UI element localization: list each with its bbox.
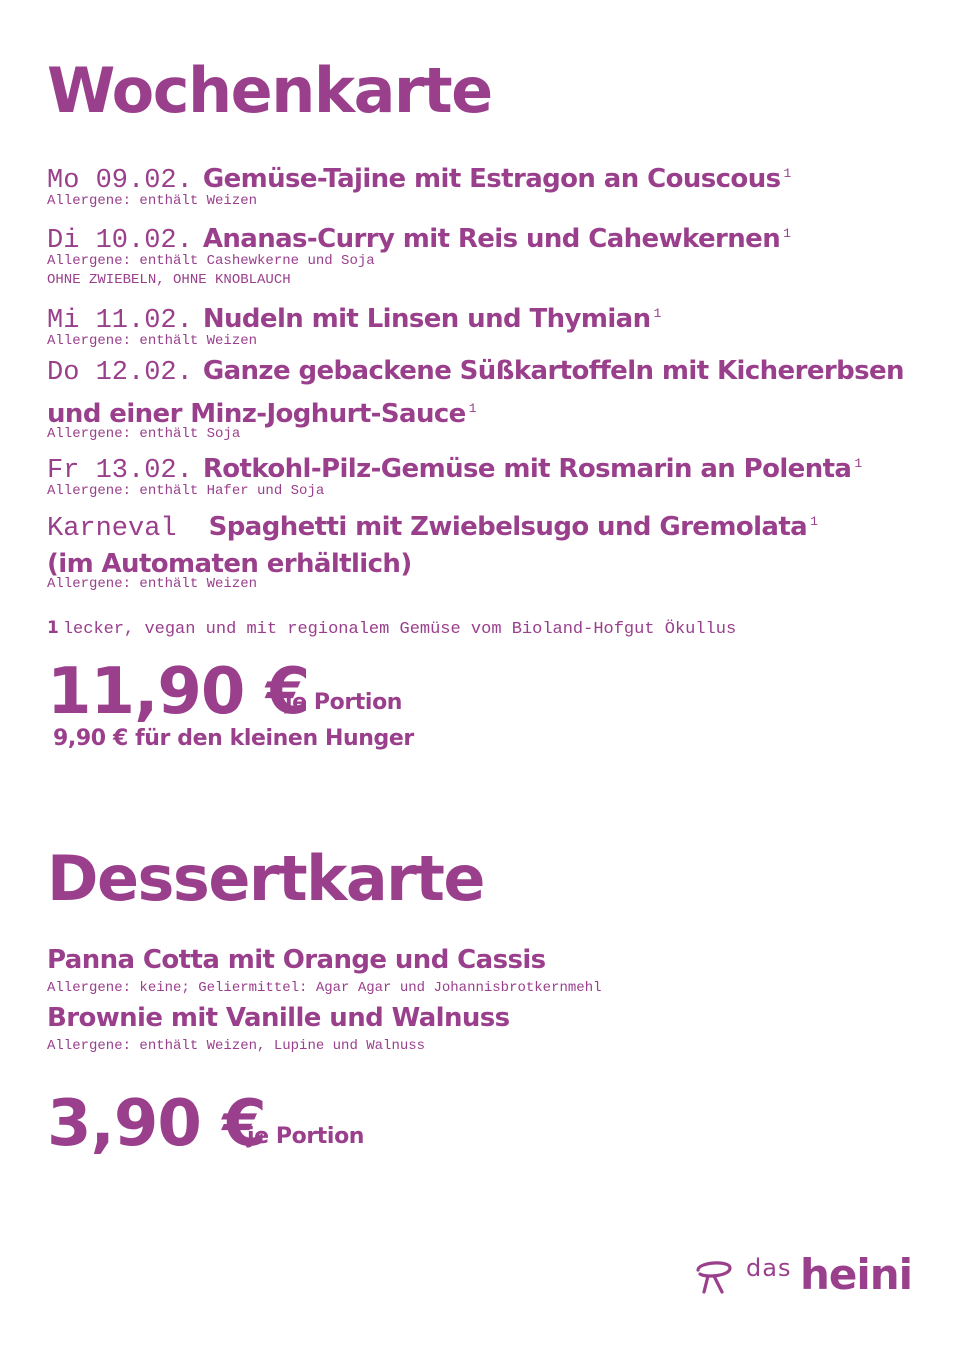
allergen-info: Allergene: enthält Weizen [47, 193, 258, 209]
chair-icon [692, 1256, 736, 1296]
menu-item-dish: Ananas-Curry mit Reis und Cahewkernen [202, 224, 781, 254]
menu-item-dish-note: (im Automaten erhältlich) [47, 549, 412, 579]
dessert-dish: Brownie mit Vanille und Walnuss [47, 1003, 510, 1033]
small-portion-price: 9,90 € für den kleinen Hunger [53, 726, 414, 751]
menu-item-dish: Ganze gebackene Süßkartoffeln mit Kichererbsen und einer Minz-Joghurt-Sauce [47, 356, 904, 429]
menu-item-dish: Rotkohl-Pilz-Gemüse mit Rosmarin an Polenta [202, 454, 852, 484]
menu-item-dish: Nudeln mit Linsen und Thymian [202, 304, 651, 334]
weekly-price: 11,90 € [47, 655, 310, 729]
dessert-item-brownie [47, 1001, 927, 1036]
menu-item-day: Mo 09.02. [47, 166, 193, 196]
brand-logo [692, 1252, 912, 1300]
dessert-title: Dessertkarte [47, 842, 484, 915]
menu-item-day: Do 12.02. [47, 358, 193, 388]
menu-item-karneval [47, 504, 927, 582]
menu-item-dish: Spaghetti mit Zwiebelsugo und Gremolata [208, 512, 808, 542]
footnote-marker: 1 [783, 226, 791, 241]
footnote-marker: 1 [810, 514, 818, 529]
allergen-info: Allergene: enthält Hafer und Soja [47, 483, 325, 499]
allergen-info: Allergene: enthält Weizen, Lupine und Walnuss [47, 1038, 426, 1054]
footnote-marker: 1 [854, 456, 863, 471]
allergen-info: Allergene: enthält Weizen [47, 576, 258, 592]
dessert-dish: Panna Cotta mit Orange und Cassis [47, 945, 546, 975]
footnote-marker: 1 [468, 401, 477, 416]
dessert-item-panna-cotta [47, 943, 927, 978]
footnote-marker: 1 [783, 166, 792, 181]
menu-item-day: Karneval [47, 514, 177, 544]
menu-item-day: Mi 11.02. [47, 306, 193, 336]
footnote [47, 618, 736, 639]
dessert-price-unit: je Portion [247, 1124, 365, 1149]
menu-item-dish: Gemüse-Tajine mit Estragon an Couscous [202, 164, 781, 194]
allergen-info: Allergene: enthält Soja [47, 426, 241, 442]
logo-prefix: das [746, 1254, 792, 1282]
menu-item-do [47, 354, 927, 432]
weekly-price-unit: je Portion [285, 690, 403, 715]
allergen-info: Allergene: enthält Cashewkerne und Soja [47, 253, 375, 269]
menu-item-day: Di 10.02. [47, 226, 193, 256]
footnote-text: lecker, vegan und mit regionalem Gemüse vom Bioland-Hofgut Ökullus [62, 620, 737, 639]
allergen-note: OHNE ZWIEBELN, OHNE KNOBLAUCH [47, 272, 291, 288]
weekly-title: Wochenkarte [47, 54, 492, 127]
footnote-marker: 1 [653, 306, 662, 321]
allergen-info: Allergene: keine; Geliermittel: Agar Agar und Johannisbrotkernmehl [47, 980, 602, 996]
footnote-number: 1 [47, 618, 59, 638]
menu-item-day: Fr 13.02. [47, 456, 193, 486]
dessert-price: 3,90 € [47, 1087, 266, 1161]
allergen-info: Allergene: enthält Weizen [47, 333, 258, 349]
logo-name: heini [800, 1250, 913, 1299]
